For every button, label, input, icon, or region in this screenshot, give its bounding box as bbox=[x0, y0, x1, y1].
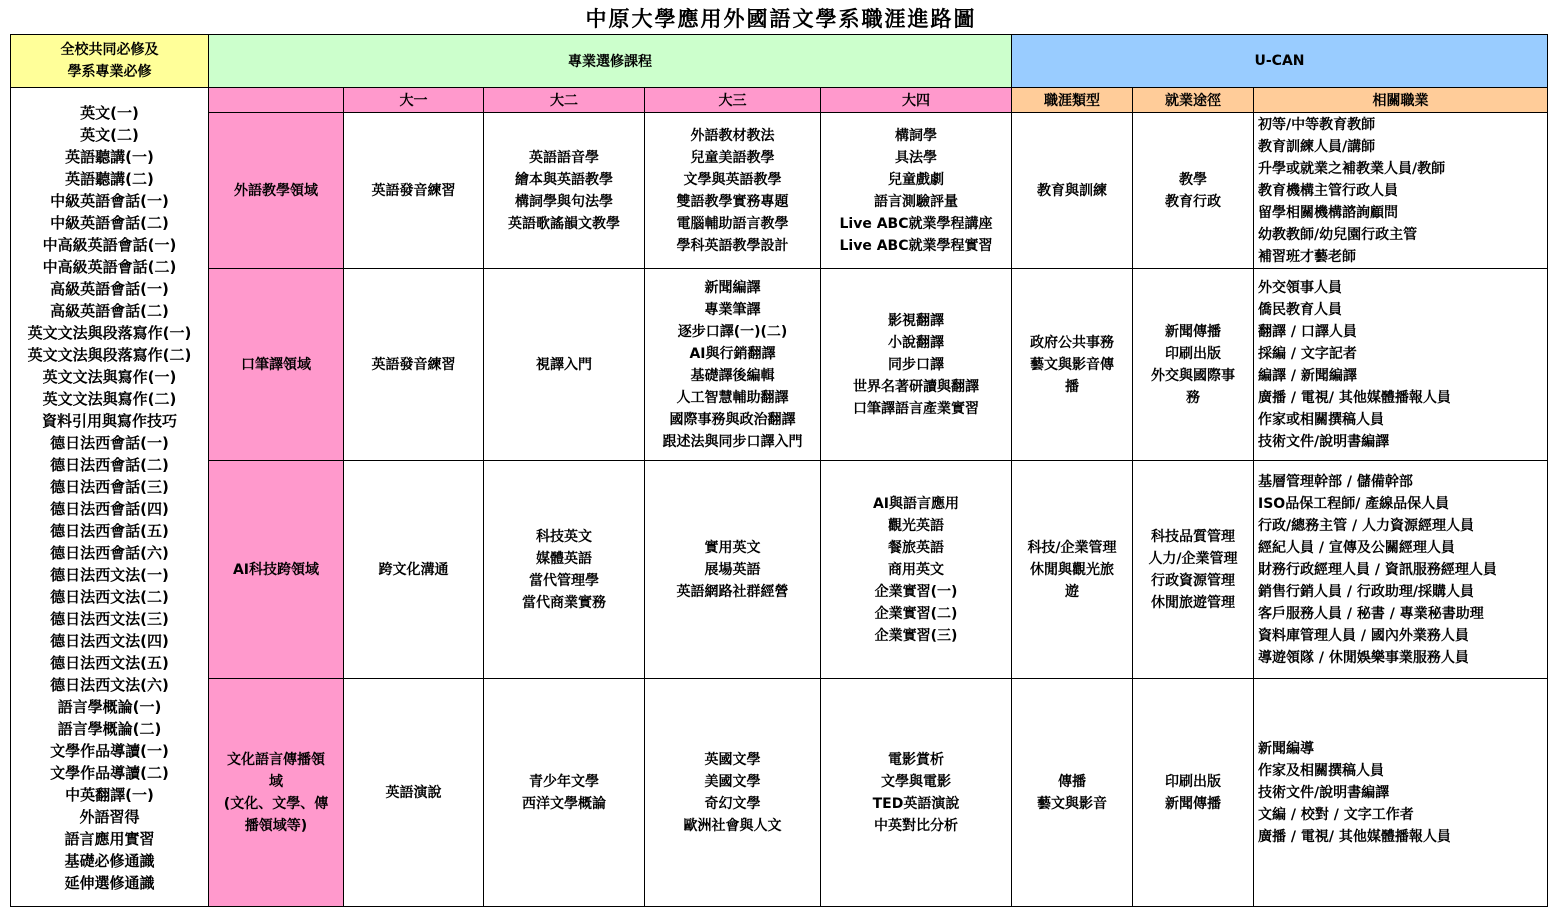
line-item: 媒體英語 bbox=[536, 550, 592, 567]
subheader-domain bbox=[209, 88, 344, 113]
line-item: 科技英文 bbox=[536, 528, 592, 545]
line-item: 人工智慧輔助翻譯 bbox=[676, 389, 789, 406]
line-item: 餐旅英語 bbox=[888, 539, 944, 556]
required-course: 英文文法與寫作(一) bbox=[42, 368, 177, 386]
line-item: 英國文學 bbox=[704, 751, 761, 768]
required-course: 語言學概論(二) bbox=[57, 720, 162, 738]
line-item: 構詞學與句法學 bbox=[515, 193, 613, 210]
line-item: 英語演說 bbox=[385, 784, 442, 801]
line-item: 當代管理學 bbox=[529, 572, 599, 589]
year4-courses bbox=[821, 679, 1012, 907]
career-type bbox=[1012, 269, 1133, 461]
line-item: 外語教學領域 bbox=[234, 182, 318, 199]
subheader-employment-path: 就業途徑 bbox=[1133, 88, 1254, 113]
year3-courses bbox=[645, 679, 821, 907]
subheader-year1: 大一 bbox=[344, 88, 484, 113]
line-item: 人力/企業管理 bbox=[1148, 550, 1238, 567]
line-item: 電影賞析 bbox=[888, 751, 944, 768]
line-item: 休閒旅遊管理 bbox=[1151, 594, 1235, 611]
line-item: 專業筆譯 bbox=[704, 301, 761, 318]
line-item: 國際事務與政治翻譯 bbox=[669, 411, 796, 428]
required-course: 文學作品導讀(一) bbox=[50, 742, 169, 760]
employment-path bbox=[1133, 461, 1254, 679]
line-item: 外交領事人員 bbox=[1258, 279, 1342, 296]
line-item: 藝文與影音 bbox=[1037, 795, 1107, 812]
year2-courses bbox=[484, 679, 645, 907]
header-required bbox=[11, 35, 209, 88]
line-item: 觀光英語 bbox=[888, 517, 944, 534]
line-item: 廣播 / 電視/ 其他媒體播報人員 bbox=[1258, 828, 1451, 845]
line-item: 企業實習(三) bbox=[874, 627, 958, 644]
line-item: 文學與英語教學 bbox=[683, 171, 782, 188]
year4-courses bbox=[821, 461, 1012, 679]
required-course: 德日法西文法(五) bbox=[50, 654, 169, 672]
line-item: 作家或相關撰稿人員 bbox=[1258, 411, 1384, 428]
line-item: TED英語演說 bbox=[872, 795, 960, 812]
employment-path bbox=[1133, 679, 1254, 907]
line-item: 升學或就業之補教業人員/教師 bbox=[1258, 160, 1446, 177]
domain-row bbox=[11, 113, 1548, 269]
required-course: 德日法西文法(三) bbox=[50, 610, 169, 628]
required-course: 中高級英語會話(一) bbox=[42, 236, 177, 254]
line-item: 廣播 / 電視/ 其他媒體播報人員 bbox=[1258, 389, 1451, 406]
line-item: 青少年文學 bbox=[529, 773, 599, 790]
line-item: 休閒與觀光旅 bbox=[1030, 561, 1114, 578]
line-item: 電腦輔助語言教學 bbox=[676, 215, 789, 232]
required-course: 德日法西會話(四) bbox=[50, 500, 169, 518]
required-course: 德日法西會話(一) bbox=[50, 434, 169, 452]
line-item: 技術文件/說明書編譯 bbox=[1258, 784, 1390, 801]
required-course: 德日法西會話(六) bbox=[50, 544, 169, 562]
line-item: 視譯入門 bbox=[536, 356, 592, 373]
line-item: 教學 bbox=[1179, 171, 1207, 188]
line-item: 政府公共事務 bbox=[1030, 334, 1114, 351]
line-item: 實用英文 bbox=[704, 539, 761, 556]
line-item: 遊 bbox=[1065, 583, 1079, 600]
line-item: 科技品質管理 bbox=[1151, 528, 1235, 545]
line-item: 新聞編導 bbox=[1258, 740, 1314, 757]
required-course: 英語聽講(二) bbox=[65, 170, 154, 188]
line-item: AI科技跨領域 bbox=[232, 561, 320, 578]
domain-row bbox=[11, 461, 1548, 679]
year4-courses bbox=[821, 269, 1012, 461]
required-course: 德日法西會話(二) bbox=[50, 456, 169, 474]
required-course: 資料引用與寫作技巧 bbox=[41, 412, 177, 430]
line-item: 初等/中等教育教師 bbox=[1258, 116, 1376, 133]
line-item: 西洋文學概論 bbox=[522, 795, 606, 812]
subheader-year4: 大四 bbox=[821, 88, 1012, 113]
line-item: 客戶服務人員 / 秘書 / 專業秘書助理 bbox=[1258, 605, 1484, 622]
line-item: 播領域等) bbox=[244, 817, 308, 834]
line-item: 科技/企業管理 bbox=[1027, 539, 1117, 556]
line-item: 行政資源管理 bbox=[1151, 572, 1235, 589]
header-elective: 專業選修課程 bbox=[209, 35, 1012, 88]
page-title: 中原大學應用外國語文學系職涯進路圖 bbox=[585, 6, 977, 31]
line-item: AI與語言應用 bbox=[872, 495, 960, 512]
line-item: 留學相關機構諮詢顧問 bbox=[1258, 204, 1398, 221]
line-item: 基礎譯後編輯 bbox=[690, 367, 775, 384]
line-item: 經紀人員 / 宣傳及公關經理人員 bbox=[1258, 539, 1455, 556]
line-item: 具法學 bbox=[895, 149, 937, 166]
required-course: 文學作品導讀(二) bbox=[50, 764, 169, 782]
required-course: 語言學概論(一) bbox=[57, 698, 162, 716]
required-course: 德日法西文法(六) bbox=[50, 676, 169, 694]
line-item: 跟述法與同步口譯入門 bbox=[662, 433, 803, 450]
line-item: AI與行銷翻譯 bbox=[689, 345, 776, 362]
line-item: 歐洲社會與人文 bbox=[683, 817, 782, 834]
line-item: 印刷出版 bbox=[1165, 773, 1221, 790]
line-item: 雙語教學實務專題 bbox=[676, 193, 789, 210]
line-item: 作家及相關撰稿人員 bbox=[1258, 762, 1384, 779]
line-item: 藝文與影音傳 bbox=[1030, 356, 1114, 373]
line-item: 播 bbox=[1065, 378, 1079, 395]
related-jobs bbox=[1254, 113, 1548, 269]
header-ucan: U-CAN bbox=[1012, 35, 1548, 88]
related-jobs bbox=[1254, 679, 1548, 907]
subheader-related-jobs: 相關職業 bbox=[1254, 88, 1548, 113]
required-course: 外語習得 bbox=[79, 808, 140, 826]
line-item: 教育行政 bbox=[1165, 193, 1221, 210]
domain-name bbox=[209, 269, 344, 461]
line-item: 繪本與英語教學 bbox=[515, 171, 613, 188]
line-item: 英語歌謠韻文教學 bbox=[508, 215, 620, 232]
line-item: 美國文學 bbox=[704, 773, 761, 790]
line-item: 英語發音練習 bbox=[371, 182, 456, 199]
domain-row bbox=[11, 679, 1548, 907]
subheader-year2: 大二 bbox=[484, 88, 645, 113]
line-item: 教育與訓練 bbox=[1037, 182, 1107, 199]
line-item: 中英對比分析 bbox=[874, 817, 958, 834]
line-item: 學科英語教學設計 bbox=[676, 237, 789, 254]
line-item: 域 bbox=[269, 773, 283, 790]
line-item: 外語教材教法 bbox=[690, 127, 775, 144]
required-course: 德日法西文法(四) bbox=[50, 632, 169, 650]
domain-row bbox=[11, 269, 1548, 461]
line-item: (文化、文學、傳 bbox=[223, 795, 329, 812]
line-item: 財務行政經理人員 / 資訊服務經理人員 bbox=[1258, 561, 1497, 578]
line-item: 影視翻譯 bbox=[888, 312, 944, 329]
related-jobs bbox=[1254, 461, 1548, 679]
domain-name bbox=[209, 679, 344, 907]
line-item: Live ABC就業學程講座 bbox=[839, 215, 993, 232]
line-item: 企業實習(二) bbox=[874, 605, 958, 622]
required-course: 中級英語會話(一) bbox=[50, 192, 169, 210]
required-course: 延伸選修通識 bbox=[64, 874, 155, 892]
line-item: 基層管理幹部 / 儲備幹部 bbox=[1258, 473, 1413, 490]
line-item: 企業實習(一) bbox=[874, 583, 958, 600]
required-course: 中英翻譯(一) bbox=[65, 786, 154, 804]
domain-name bbox=[209, 113, 344, 269]
line-item: 編譯 / 新聞編譯 bbox=[1258, 367, 1357, 384]
required-course: 中高級英語會話(二) bbox=[42, 258, 177, 276]
line-item: 英語發音練習 bbox=[371, 356, 456, 373]
line-item: 務 bbox=[1186, 389, 1200, 406]
line-item: 兒童美語教學 bbox=[690, 149, 775, 166]
subheader-career-type: 職涯類型 bbox=[1012, 88, 1133, 113]
line-item: 逐步口譯(一)(二) bbox=[677, 323, 788, 340]
line-item: 當代商業實務 bbox=[522, 594, 606, 611]
line-item: 兒童戲劇 bbox=[888, 171, 944, 188]
year3-courses bbox=[645, 113, 821, 269]
line-item: 展場英語 bbox=[704, 561, 761, 578]
required-course: 語言應用實習 bbox=[64, 830, 155, 848]
header-required-line: 學系專業必修 bbox=[67, 64, 152, 80]
line-item: 行政/總務主管 / 人力資源經理人員 bbox=[1258, 517, 1474, 534]
required-course: 德日法西文法(二) bbox=[50, 588, 169, 606]
required-course: 基礎必修通識 bbox=[64, 852, 155, 870]
line-item: 文學與電影 bbox=[881, 773, 951, 790]
line-item: 補習班才藝老師 bbox=[1258, 248, 1356, 265]
required-course: 英文文法與段落寫作(二) bbox=[27, 346, 192, 364]
line-item: 導遊領隊 / 休閒娛樂事業服務人員 bbox=[1258, 649, 1469, 666]
career-map-table bbox=[10, 34, 1548, 907]
career-type bbox=[1012, 113, 1133, 269]
line-item: 銷售行銷人員 / 行政助理/採購人員 bbox=[1258, 583, 1474, 600]
career-type bbox=[1012, 679, 1133, 907]
line-item: 文編 / 校對 / 文字工作者 bbox=[1258, 806, 1414, 823]
required-course: 英文(二) bbox=[80, 126, 139, 144]
line-item: 新聞傳播 bbox=[1165, 323, 1221, 340]
year2-courses bbox=[484, 269, 645, 461]
line-item: 英語語音學 bbox=[529, 149, 599, 166]
required-course-list bbox=[11, 88, 209, 907]
career-type bbox=[1012, 461, 1133, 679]
line-item: 跨文化溝通 bbox=[378, 561, 449, 578]
line-item: ISO品保工程師/ 產線品保人員 bbox=[1258, 495, 1450, 512]
line-item: Live ABC就業學程實習 bbox=[839, 237, 993, 254]
year1-courses bbox=[344, 113, 484, 269]
line-item: 奇幻文學 bbox=[704, 795, 761, 812]
header-required-line: 全校共同必修及 bbox=[60, 42, 159, 58]
line-item: 新聞傳播 bbox=[1165, 795, 1221, 812]
year2-courses bbox=[484, 461, 645, 679]
line-item: 傳播 bbox=[1058, 773, 1086, 790]
year4-courses bbox=[821, 113, 1012, 269]
line-item: 構詞學 bbox=[895, 127, 937, 144]
line-item: 商用英文 bbox=[888, 561, 944, 578]
line-item: 口筆譯語言產業實習 bbox=[853, 400, 979, 417]
line-item: 僑民教育人員 bbox=[1258, 301, 1342, 318]
subheader-year3: 大三 bbox=[645, 88, 821, 113]
related-jobs bbox=[1254, 269, 1548, 461]
line-item: 印刷出版 bbox=[1165, 345, 1221, 362]
line-item: 外交與國際事 bbox=[1151, 367, 1235, 384]
line-item: 翻譯 / 口譯人員 bbox=[1258, 323, 1357, 340]
required-course: 中級英語會話(二) bbox=[50, 214, 169, 232]
line-item: 幼教教師/幼兒園行政主管 bbox=[1258, 226, 1418, 243]
year1-courses bbox=[344, 679, 484, 907]
required-course: 英文(一) bbox=[80, 104, 139, 122]
required-course: 德日法西文法(一) bbox=[50, 566, 169, 584]
year3-courses bbox=[645, 269, 821, 461]
line-item: 口筆譯領域 bbox=[241, 356, 311, 373]
required-course: 英文文法與段落寫作(一) bbox=[27, 324, 192, 342]
line-item: 教育機構主管行政人員 bbox=[1258, 182, 1398, 199]
required-course: 高級英語會話(二) bbox=[50, 302, 169, 320]
line-item: 技術文件/說明書編譯 bbox=[1258, 433, 1390, 450]
line-item: 語言測驗評量 bbox=[874, 193, 958, 210]
line-item: 資料庫管理人員 / 國內外業務人員 bbox=[1258, 627, 1469, 644]
employment-path bbox=[1133, 269, 1254, 461]
line-item: 同步口譯 bbox=[888, 356, 944, 373]
line-item: 新聞編譯 bbox=[704, 279, 761, 296]
required-course: 英語聽講(一) bbox=[65, 148, 154, 166]
line-item: 文化語言傳播領 bbox=[227, 751, 325, 768]
year2-courses bbox=[484, 113, 645, 269]
line-item: 英語網路社群經營 bbox=[676, 583, 789, 600]
required-course: 德日法西會話(五) bbox=[50, 522, 169, 540]
required-course: 高級英語會話(一) bbox=[50, 280, 169, 298]
required-course: 德日法西會話(三) bbox=[50, 478, 169, 496]
line-item: 世界名著研讀與翻譯 bbox=[853, 378, 979, 395]
domain-name bbox=[209, 461, 344, 679]
year1-courses bbox=[344, 269, 484, 461]
year3-courses bbox=[645, 461, 821, 679]
employment-path bbox=[1133, 113, 1254, 269]
line-item: 小說翻譯 bbox=[888, 334, 944, 351]
line-item: 採編 / 文字記者 bbox=[1258, 345, 1357, 362]
line-item: 教育訓練人員/講師 bbox=[1258, 138, 1376, 155]
required-course: 英文文法與寫作(二) bbox=[42, 390, 177, 408]
year1-courses bbox=[344, 461, 484, 679]
